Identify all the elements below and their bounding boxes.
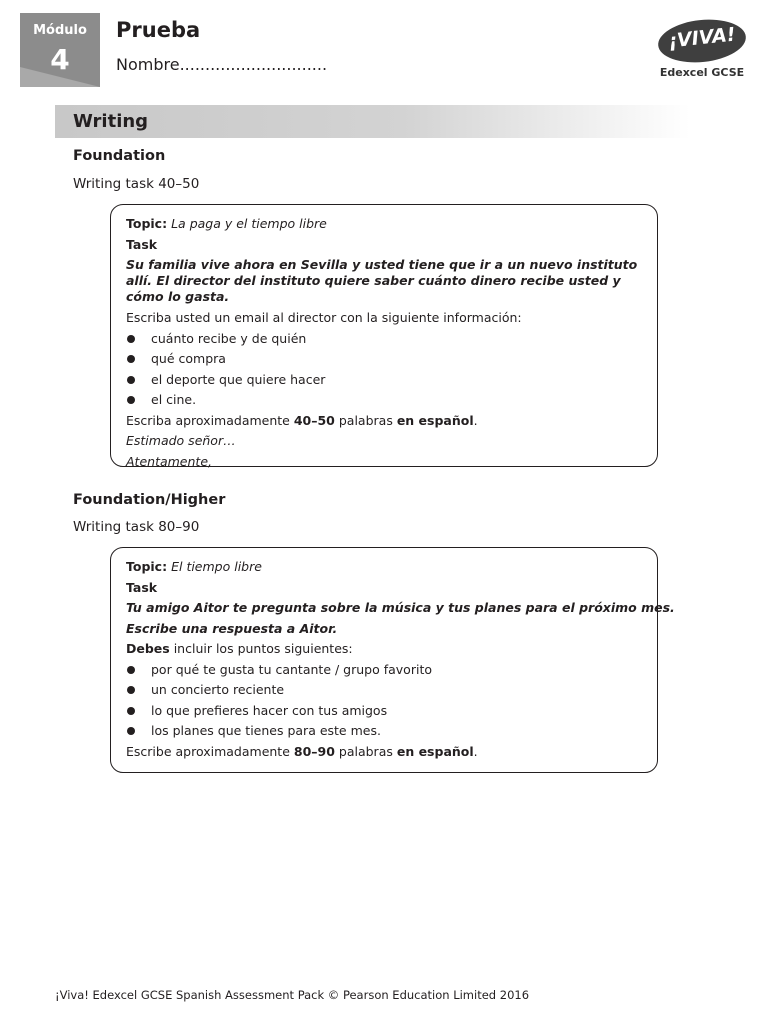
letter-closing: Atentamente, [126,453,212,469]
word-count-suffix: . [473,743,478,759]
bullet-icon [127,707,135,715]
word-count-range: 80–90 [293,743,335,759]
word-count-suffix: . [473,412,478,428]
logo-subtitle: Edexcel GCSE [659,66,745,79]
list-item [126,701,645,722]
bullet-icon [127,666,135,674]
page-title: Prueba [116,18,201,42]
word-count-range: 40–50 [293,412,335,428]
topic-value: La paga y el tiempo libre [171,216,327,231]
bullet-icon [127,355,135,363]
topic-label: Topic: [126,216,168,231]
bullet-text: qué compra [151,351,226,366]
task-label: Task [126,579,158,595]
task-instruction: Escriba usted un email al director con la siguiente información: [126,310,522,325]
bullet-text: cuánto recibe y de quién [151,330,307,346]
word-count-prefix: Escribe aproximadamente [126,743,294,759]
bullet-text: un concierto reciente [151,682,285,697]
bullet-icon [127,396,135,404]
list-item [126,349,645,370]
bullet-text: el cine. [151,392,197,407]
task-instruction [126,639,645,660]
word-count-language: en español [396,743,474,759]
task-scenario-reply: Escribe una respuesta a Aitor. [126,620,338,636]
module-badge [20,13,100,87]
name-field: Nombre............................. [116,55,328,74]
letter-greeting: Estimado señor… [126,433,236,448]
foundation-heading: Foundation [73,148,166,164]
list-item [126,721,645,742]
bullet-text: por qué te gusta tu cantante / grupo favorito [151,661,432,677]
bullet-icon [127,686,135,694]
foundation-higher-task-box [110,547,675,773]
list-item [126,370,645,391]
footer-copyright: ¡Viva! Edexcel GCSE Spanish Assessment Pack © Pearson Education Limited 2016 [55,988,530,1002]
topic-line [126,214,645,235]
task-scenario: Tu amigo Aitor te pregunta sobre la música y tus planes para el próximo mes. [126,600,675,615]
list-item [126,329,645,350]
topic-line [126,557,645,578]
bullet-text: los planes que tienes para este mes. [151,723,381,738]
foundation-task-box [110,204,658,467]
viva-logo [654,18,750,80]
list-item [126,660,645,681]
topic-value: El tiempo libre [171,559,262,574]
word-count-instruction [126,742,645,763]
list-item [126,680,645,701]
bullet-text: lo que prefieres hacer con tus amigos [151,702,388,718]
word-count-language: en español [396,412,474,428]
foundation-higher-task-line: Writing task 80–90 [73,519,200,535]
instruction-rest: incluir los puntos siguientes: [169,641,353,656]
instruction-bold: Debes [126,641,170,656]
word-count-middle: palabras [334,412,397,428]
foundation-higher-heading: Foundation/Higher [73,492,226,508]
module-number: 4 [50,43,70,76]
word-count-middle: palabras [334,743,397,759]
foundation-task-line: Writing task 40–50 [73,176,200,192]
section-title: Writing [55,105,690,138]
logo-text: ¡VIVA! [667,23,737,53]
module-label: Módulo [33,23,87,38]
module-badge-corner [20,67,100,87]
task-scenario: Su familia vive ahora en Sevilla y usted tiene que ir a un nuevo instituto allí. El director del instituto quiere saber cuánto dinero recibe usted y cómo lo gasta. [126,257,638,304]
bullet-icon [127,727,135,735]
bullet-text: el deporte que quiere hacer [151,371,326,387]
word-count-prefix: Escriba aproximadamente [126,412,294,428]
list-item [126,390,645,411]
topic-label: Topic: [126,559,168,574]
task-label: Task [126,236,158,252]
bullet-icon [127,376,135,384]
word-count-instruction [126,411,645,432]
bullet-icon [127,335,135,343]
